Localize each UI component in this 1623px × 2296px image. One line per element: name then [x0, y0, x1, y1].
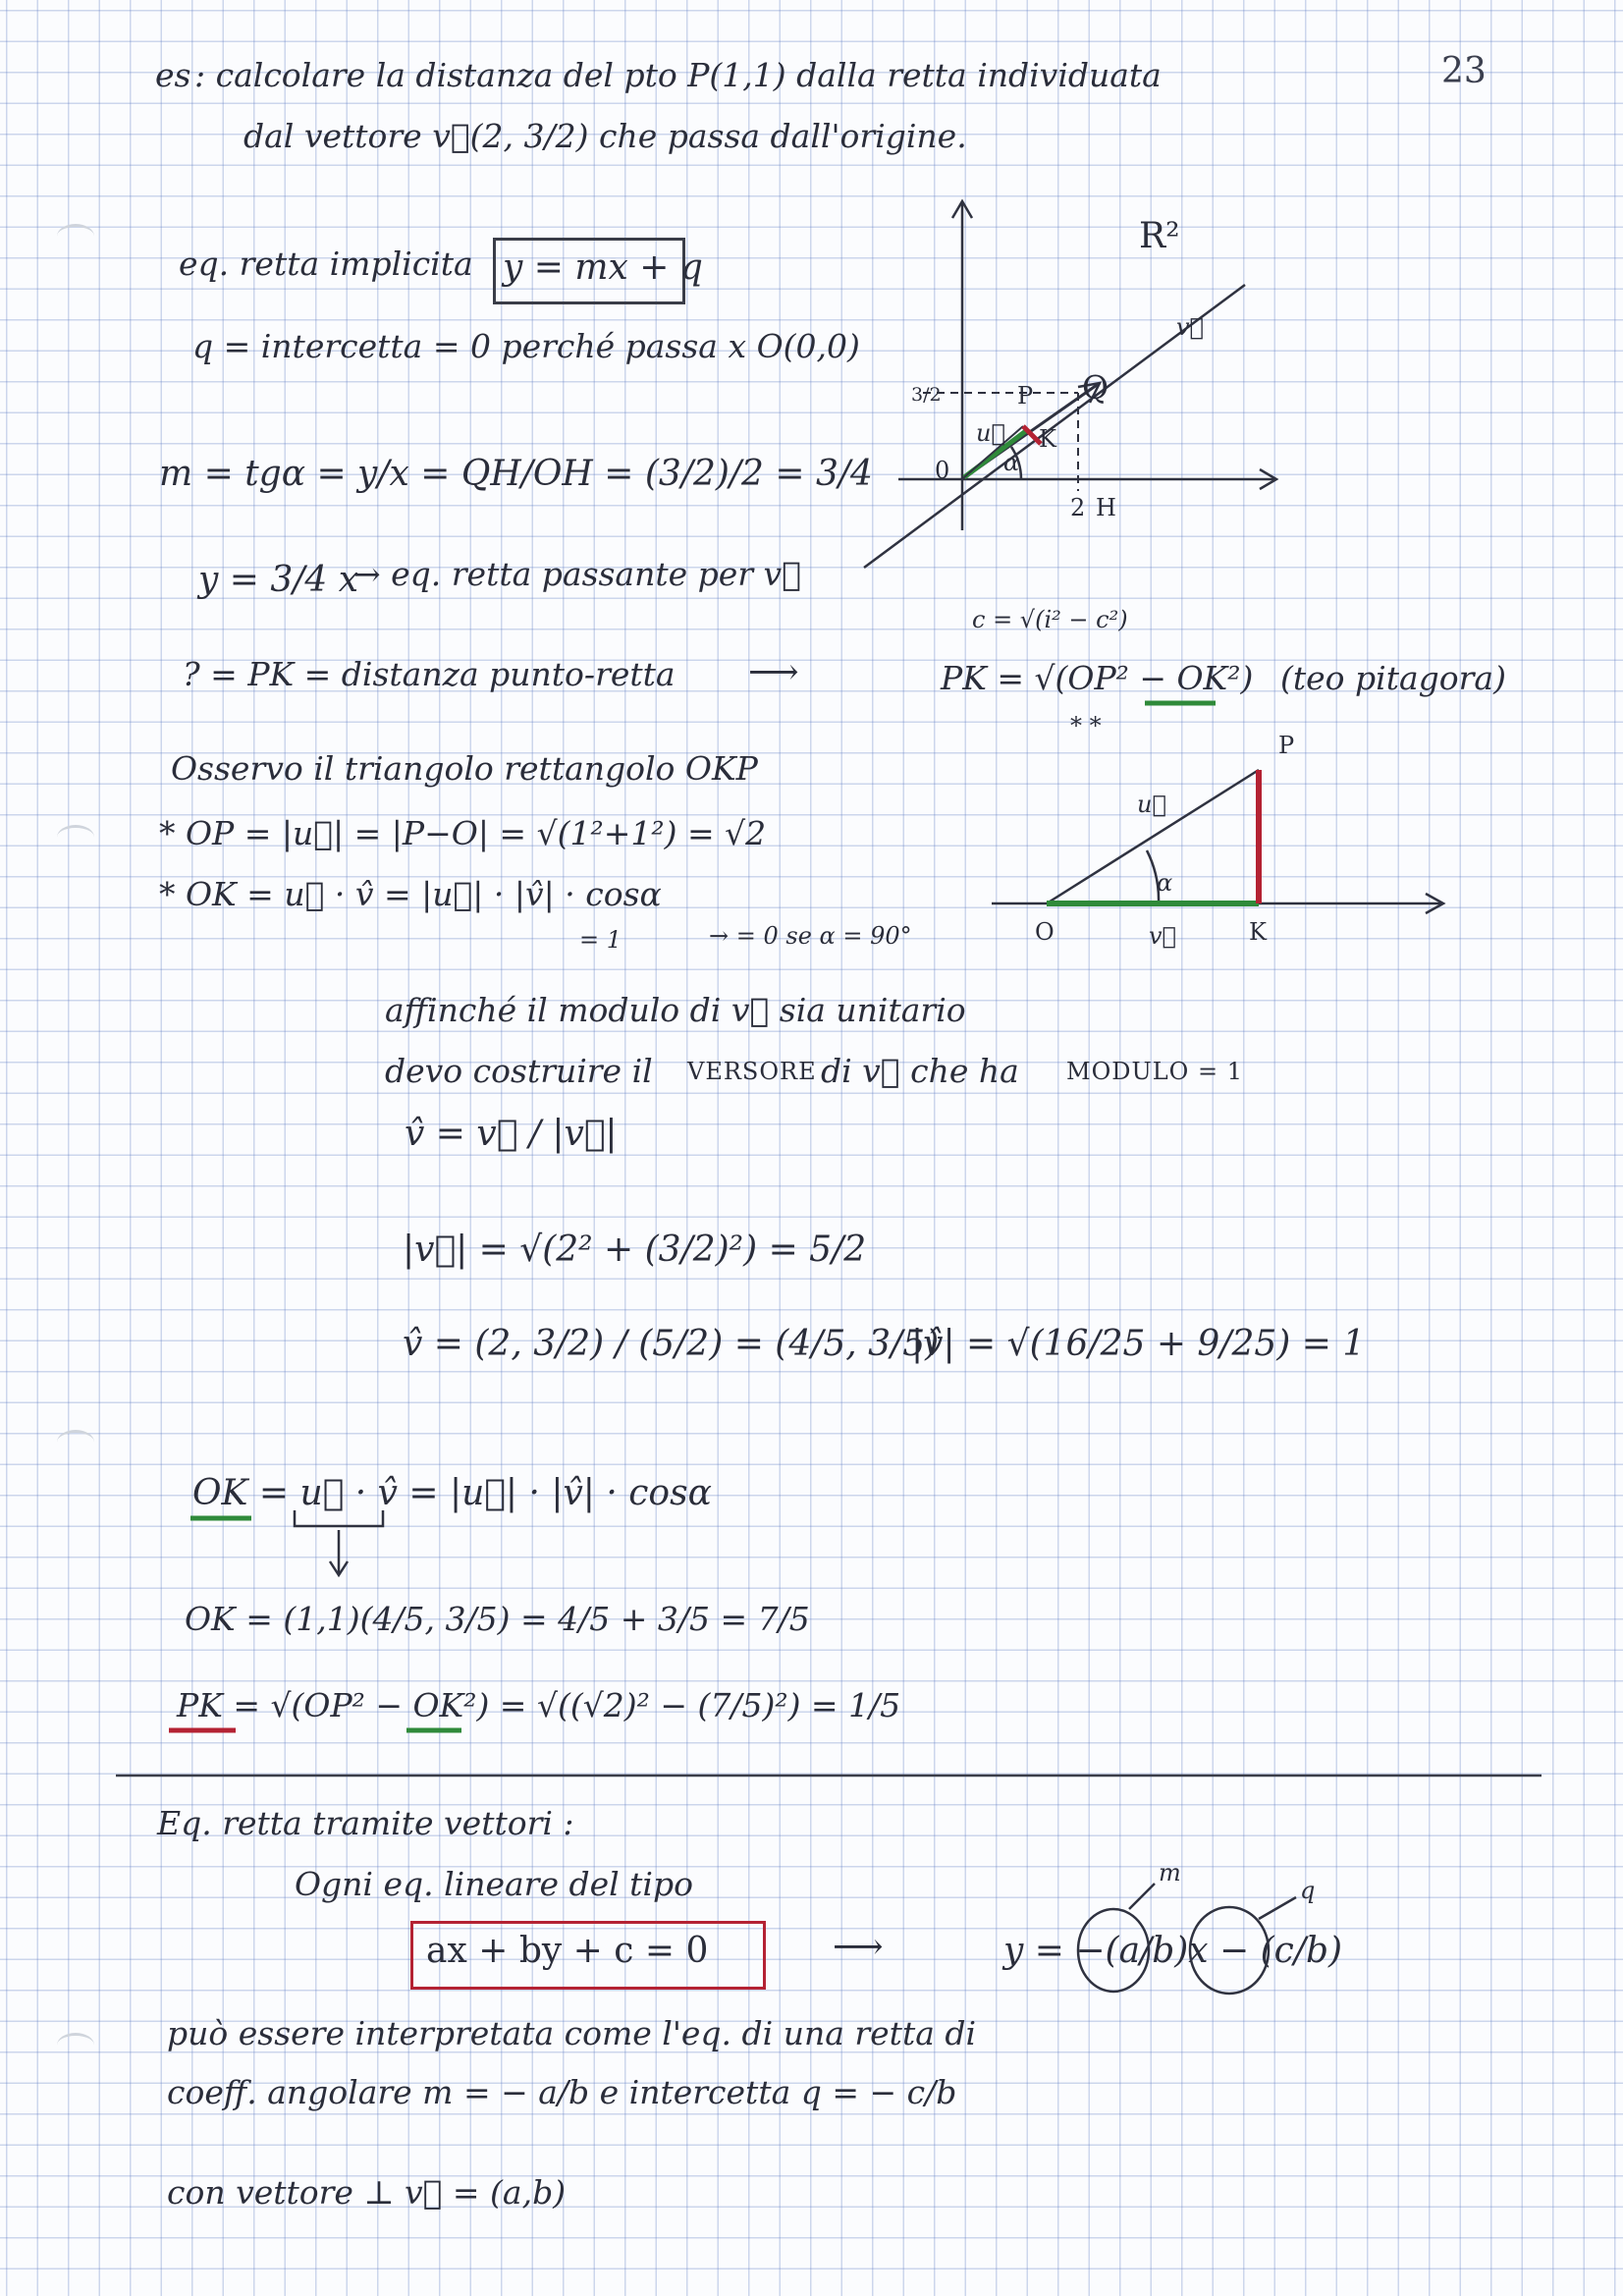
v-norm: |v⃗| = √(2² + (3/2)²) = 5/2 — [403, 1230, 867, 1270]
line-equation-note: → eq. retta passante per v⃗ — [353, 555, 802, 593]
section2-arrow: ⟶ — [833, 1927, 884, 1967]
slope-line: m = tgα = y/x = QH/OH = (3/2)/2 = 3/4 — [159, 454, 873, 494]
triangle-alpha-label: α — [1157, 869, 1173, 897]
implicit-label: eq. retta implicita — [179, 245, 473, 283]
triangle-v-label: v⃗ — [1149, 922, 1176, 950]
graph-v-label: v⃗ — [1176, 313, 1204, 341]
explicit-equation: y = −(a/b)x − (c/b) — [1003, 1931, 1343, 1971]
q-tag: q — [1300, 1877, 1316, 1904]
v-hat-value: v̂ = (2, 3/2) / (5/2) = (4/5, 3/5) — [403, 1324, 940, 1364]
graph-alpha-label: α — [1003, 449, 1020, 476]
section2-title: Eq. retta tramite vettori : — [157, 1804, 574, 1842]
triangle-u-label: u⃗ — [1137, 791, 1166, 818]
graph-k-label: K — [1039, 425, 1056, 453]
versor-line-2b: di v⃗ che ha — [821, 1052, 1019, 1090]
distance-question: ? = PK = distanza punto-retta — [183, 655, 676, 693]
pk-value: PK = √(OP² − OK²) = √((√2)² − (7/5)²) = 1/5 — [177, 1686, 901, 1724]
binder-hole — [57, 2033, 94, 2057]
page-number: 23 — [1441, 51, 1487, 91]
exercise-line-2: dal vettore v⃗(2, 3/2) che passa dall'origine. — [243, 117, 967, 155]
implicit-formula: y = mx + q — [503, 247, 703, 288]
ok-note-unit: = 1 — [579, 926, 622, 954]
graph-p-label: P — [1017, 382, 1034, 410]
op-line: * OP = |u⃗| = |P−O| = √(1²+1²) = √2 — [159, 814, 767, 852]
binder-hole — [57, 224, 94, 248]
binder-hole — [57, 825, 94, 849]
intercept-line: q = intercetta = 0 perché passa x O(0,0) — [192, 327, 860, 365]
linear-equation: ax + by + c = 0 — [426, 1931, 709, 1971]
distance-arrow: ⟶ — [748, 652, 799, 692]
ok-note-orthogonal: → = 0 se α = 90° — [709, 922, 912, 950]
graph-u-label: u⃗ — [976, 419, 1005, 447]
exercise-label: es — [155, 56, 191, 94]
versor-definition: v̂ = v⃗ / |v⃗| — [405, 1114, 618, 1154]
ok-formula: OK = u⃗ · v̂ = |u⃗| · |v̂| · cosα — [192, 1473, 712, 1513]
r2-label: R² — [1139, 216, 1180, 256]
versor-line-1: affinché il modulo di v⃗ sia unitario — [385, 991, 966, 1029]
line-equation: y = 3/4 x — [198, 560, 359, 600]
section2-line-2: coeff. angolare m = − a/b e intercetta q = − c/b — [167, 2073, 957, 2111]
graph-q-label: Q — [1082, 368, 1109, 407]
triangle-intro: Osservo il triangolo rettangolo OKP — [171, 749, 758, 788]
graph-y-tick: 3/2 — [911, 384, 942, 406]
graph-h-label: H — [1096, 494, 1116, 521]
exercise-line-1: : calcolare la distanza del pto P(1,1) dalla retta individuata — [194, 56, 1162, 94]
modulo-word: MODULO = 1 — [1066, 1058, 1243, 1085]
versor-line-2: devo costruire il — [385, 1052, 653, 1090]
triangle-p-label: P — [1278, 732, 1295, 759]
pythagoras-formula: PK = √(OP² − OK²) — [941, 659, 1254, 697]
section2-line-1: può essere interpretata come l'eq. di una retta di — [167, 2014, 977, 2052]
section2-line-3: con vettore ⊥ v⃗ = (a,b) — [167, 2173, 567, 2212]
binder-hole — [57, 1430, 94, 1454]
triangle-k-label: K — [1249, 918, 1267, 946]
ok-value: OK = (1,1)(4/5, 3/5) = 4/5 + 3/5 = 7/5 — [185, 1600, 810, 1638]
m-tag: m — [1159, 1859, 1181, 1886]
graph-x-tick: 2 — [1070, 494, 1086, 521]
pythagoras-stars: * * — [1070, 712, 1102, 739]
graph-origin-label: 0 — [935, 457, 950, 484]
v-hat-norm-check: |v̂| = √(16/25 + 9/25) = 1 — [911, 1324, 1366, 1364]
section2-intro: Ogni eq. lineare del tipo — [295, 1865, 693, 1903]
versor-word: VERSORE — [687, 1058, 817, 1085]
triangle-o-label: O — [1035, 918, 1055, 946]
pythagoras-note: (teo pitagora) — [1280, 659, 1506, 697]
ok-line: * OK = u⃗ · v̂ = |u⃗| · |v̂| · cosα — [159, 875, 662, 913]
pythagoras-generic: c = √(i² − c²) — [972, 606, 1128, 633]
